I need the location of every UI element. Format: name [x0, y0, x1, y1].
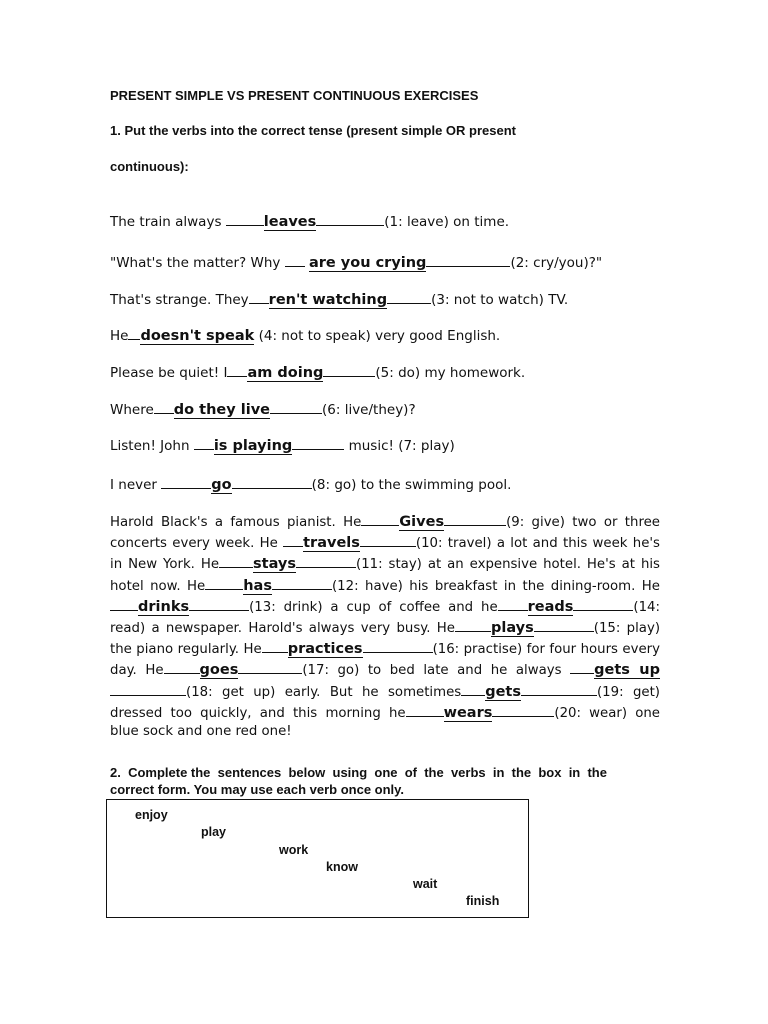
answer-7: is playing — [213, 438, 293, 454]
answer-2: are you crying — [308, 255, 427, 271]
exercise-1-instruction: 1. Put the verbs into the correct tense (present simple OR present — [110, 123, 516, 138]
answer-8: go — [211, 477, 232, 493]
sentence-2: "What's the matter? Why are you crying (2: cry/you)?" — [110, 252, 602, 272]
page-title: PRESENT SIMPLE VS PRESENT CONTINUOUS EXERCISES — [110, 88, 479, 103]
answer-11: stays — [253, 556, 296, 573]
verb-wait: wait — [413, 877, 438, 891]
verb-enjoy: enjoy — [135, 808, 168, 822]
sentence-1: The train always leaves (1: leave) on time. — [110, 211, 509, 231]
exercise-1-instruction-continued: continuous): — [110, 159, 189, 174]
answer-20: wears — [443, 704, 493, 721]
answer-17: goes — [199, 662, 239, 679]
answer-9: Gives — [399, 514, 445, 530]
sentence-8: I never go (8: go) to the swimming pool. — [110, 474, 511, 494]
sentence-3: That's strange. They ren't watching (3: not to watch) TV. — [110, 289, 568, 309]
exercise-2-instruction: 2. Complete the sentences below using one of the verbs in the box in the — [110, 765, 607, 780]
answer-18: gets up — [594, 662, 660, 679]
answer-1: leaves — [263, 214, 317, 230]
verb-finish: finish — [466, 894, 500, 908]
answer-3: ren't watching — [268, 292, 388, 308]
answer-10: travels — [303, 535, 360, 552]
answer-13: drinks — [138, 598, 190, 615]
verb-work: work — [279, 843, 309, 857]
answer-6: do they live — [173, 402, 270, 418]
verb-box — [106, 799, 529, 918]
answer-4: doesn't speak — [140, 328, 255, 344]
verb-play: play — [201, 825, 227, 839]
answer-14: reads — [527, 598, 574, 615]
sentence-6: Where do they live (6: live/they)? — [110, 399, 416, 419]
answer-16: practices — [287, 641, 363, 658]
verb-know: know — [326, 860, 358, 874]
sentence-5: Please be quiet! I am doing (5: do) my homework. — [110, 362, 525, 382]
paragraph-exercise: Harold Black's a famous pianist. He Gives (9: give) two or three concerts every week. He travels (10: travel) a lot and this week he's in New York. He stays (11: stay) at an expensive hotel. He's at his hotel now. He has (12: have) his breakfast in the dining-room. Hedrinks (13: drink) a cup of coffee and he reads (14: read) a newspaper. Harold's always very busy. He plays (15: play) the piano regularly. He practices (16: practise) for four hours every day. He goes (17: go) to bed late and he always gets up(18: get up) early. But he sometimes gets (19: get) dressed too quickly, and this morning he wears (20: wear) one blue sock and one red one! — [110, 511, 660, 741]
sentence-7: Listen! John is playing music! (7: play) — [110, 435, 455, 455]
sentence-4: He doesn't speak (4: not to speak) very good English. — [110, 325, 500, 345]
answer-5: am doing — [247, 365, 324, 381]
answer-12: has — [243, 577, 272, 594]
answer-19: gets — [485, 683, 521, 700]
exercise-2-instruction-continued: correct form. You may use each verb once only. — [110, 782, 405, 797]
answer-15: plays — [490, 620, 534, 637]
